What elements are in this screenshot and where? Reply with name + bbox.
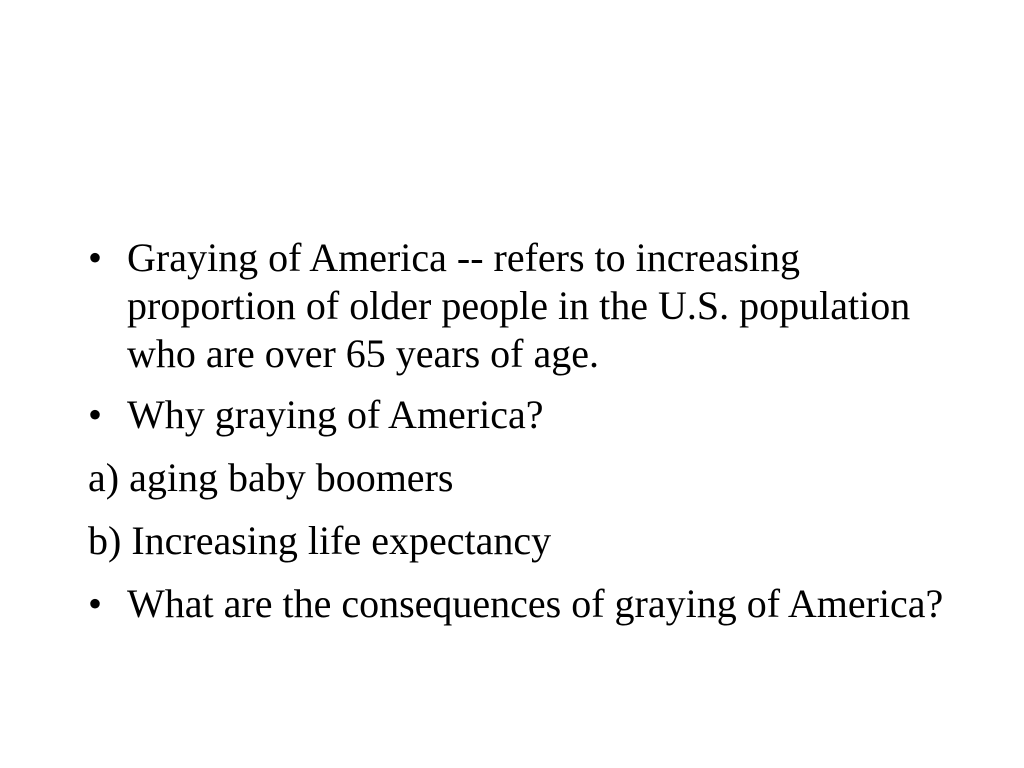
bullet-item-why-graying xyxy=(88,391,948,439)
sub-item-life-expectancy: b) Increasing life expectancy xyxy=(88,518,552,563)
bullet-icon: • xyxy=(88,392,103,437)
bullet-item-graying-definition xyxy=(88,234,948,378)
bullet-text: Why graying of America? xyxy=(127,392,544,437)
slide-body xyxy=(88,234,948,628)
bullet-item-consequences xyxy=(88,580,948,628)
sub-item-aging-baby-boomers: a) aging baby boomers xyxy=(88,455,454,500)
bullet-text: Graying of America -- refers to increasing proportion of older people in the U.S. population who are over 65 years of age. xyxy=(127,235,911,376)
bullet-text: What are the consequences of graying of America? xyxy=(127,581,944,626)
bullet-icon: • xyxy=(88,581,103,626)
bullet-icon: • xyxy=(88,235,103,280)
